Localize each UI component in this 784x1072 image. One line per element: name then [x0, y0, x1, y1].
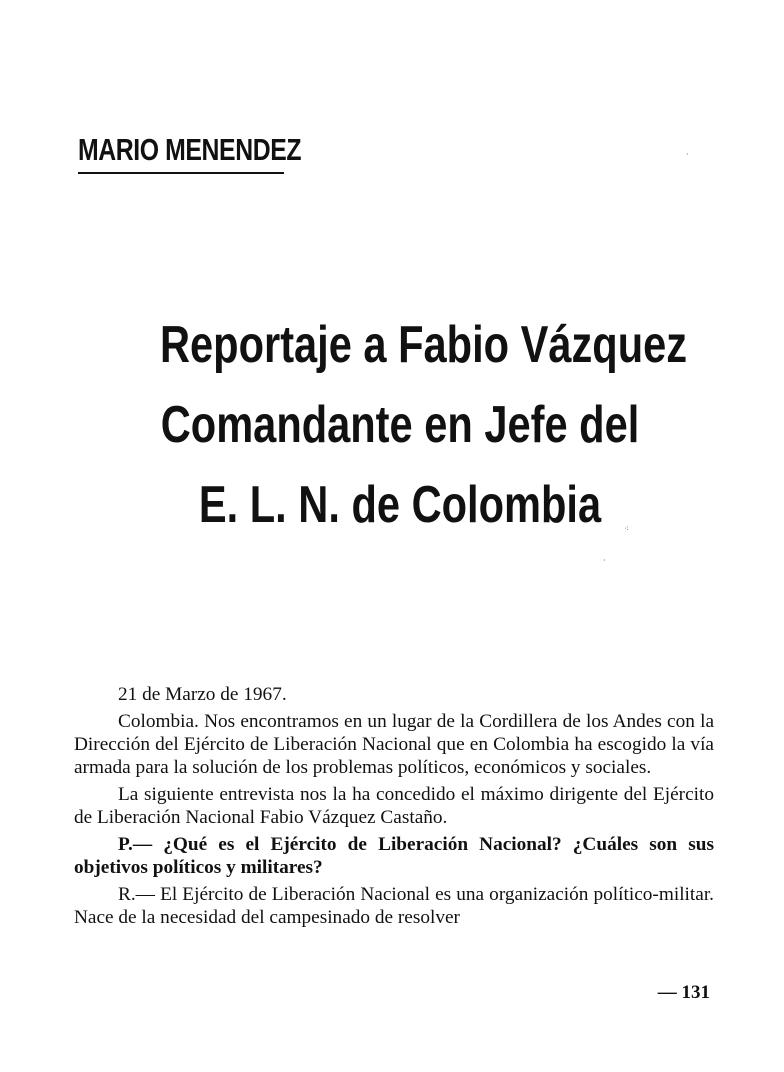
article-date: 21 de Marzo de 1967. — [118, 684, 287, 705]
page-number: — 131 — [657, 982, 710, 1003]
print-speck: · — [686, 150, 689, 159]
title-line-1: Reportaje a Fabio Vázquez — [160, 316, 688, 374]
print-speck: ⁖ — [624, 524, 629, 533]
title-line-3: E. L. N. de Colombia — [198, 476, 602, 534]
article-body — [74, 683, 714, 933]
interview-question: P.— ¿Qué es el Ejército de Liberación Nacional? ¿Cuáles son sus objetivos políticos y militares? — [74, 834, 714, 878]
author-underline — [78, 172, 284, 174]
context-paragraph: La siguiente entrevista nos la ha concedido el máximo dirigente del Ejército de Liberación Nacional Fabio Vázquez Castaño. — [74, 784, 714, 828]
print-speck: · — [603, 556, 606, 565]
title-line-2: Comandante en Jefe del — [160, 396, 640, 454]
intro-paragraph: Colombia. Nos encontramos en un lugar de la Cordillera de los Andes con la Dirección del Ejército de Liberación Nacional que en Colombia ha escogido la vía armada para la solución de los problemas políticos, económicos y sociales. — [74, 711, 714, 778]
author-name: MARIO MENENDEZ — [78, 132, 302, 167]
interview-answer: R.— El Ejército de Liberación Nacional es una organización político-militar. Nace de la necesidad del campesinado de resolver — [74, 884, 714, 928]
